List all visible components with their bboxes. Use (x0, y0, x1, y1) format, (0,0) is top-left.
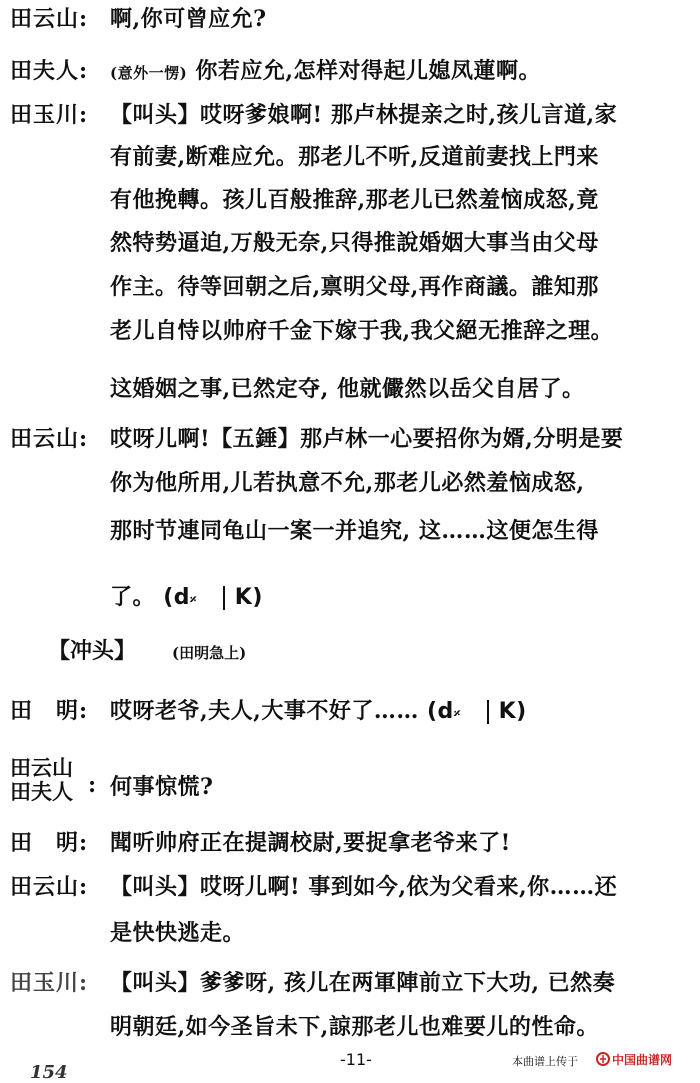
speaker-label: 田夫人 (10, 779, 73, 804)
speaker-label: 田夫人: (10, 58, 89, 84)
speaker-label: 田云山: (10, 426, 89, 452)
dialogue-text: 明朝廷,如今圣旨未下,諒那老儿也难要儿的性命。 (110, 1014, 599, 1040)
dialogue-text: 聞听帅府正在提調校尉,要捉拿老爷来了! (110, 830, 511, 856)
dialogue-text: 哎呀老爷,夫人,大事不好了…… (110, 698, 419, 724)
dialogue-text: 然特势逼迫,万般无奈,只得推說婚姻大事当由父母 (110, 230, 599, 256)
speaker-label: 田云山 (10, 755, 73, 780)
dialogue-text: 你为他所用,儿若执意不允,那老儿必然羞恼成怒, (110, 470, 585, 496)
dialogue-text: 这婚姻之事,已然定夺, 他就儼然以岳父自居了。 (110, 376, 585, 402)
dialogue-text: 是快快逃走。 (110, 920, 246, 946)
dialogue-text: 哎呀儿啊!【五錘】那卢林一心要招你为婿,分明是要 (110, 426, 624, 452)
site-name[interactable]: 中国曲谱网 (612, 1053, 673, 1067)
dialogue-text: 【叫头】哎呀爹娘啊! 那卢林提亲之时,孩儿言道,家 (110, 102, 618, 128)
speaker-label: 田玉川: (10, 102, 89, 128)
dialogue-text: 老儿自恃以帅府千金下嫁于我,我父絕无推辞之理。 (110, 318, 614, 344)
stage-direction: (意外一愣) (110, 64, 188, 82)
speaker-label: 田 明: (10, 830, 89, 856)
dialogue-text: 你若应允,怎样对得起儿媳凤蓮啊。 (195, 58, 542, 84)
left-page-number: 154 (30, 1062, 68, 1083)
dialogue-text: 那时节連同龟山一案一并追究, 这……这便怎生得 (110, 518, 599, 544)
site-logo-icon (596, 1052, 610, 1066)
dialogue-line: 田云山 田夫人 : 何事惊慌? (10, 755, 214, 804)
dialogue-text: 啊,你可曾应允? (110, 6, 267, 32)
dialogue-text: 有前妻,断难应允。那老儿不听,反道前妻找上門来 (110, 144, 599, 170)
dialogue-text: 作主。待等回朝之后,禀明父母,再作商議。誰知那 (110, 274, 599, 300)
dialogue-text: 有他挽轉。孩儿百般推辞,那老儿已然羞恼成怒,竟 (110, 187, 599, 213)
speaker-label: 田玉川: (10, 970, 89, 996)
speaker-label: 田云山: (10, 874, 89, 900)
dialogue-text: 【叫头】爹爹呀, 孩儿在两軍陣前立下大功, 已然奏 (110, 970, 616, 996)
speaker-label: 田 明: (10, 698, 89, 724)
dialogue-text: 了。 (110, 584, 156, 610)
percussion-notation: (d𝄎 K) (163, 585, 263, 610)
page-number: -11- (340, 1050, 372, 1069)
upload-note: 本曲谱上传于 (512, 1055, 578, 1068)
stage-direction: (田明急上) (172, 644, 247, 662)
speaker-group (10, 756, 73, 804)
speaker-label: 田云山: (10, 6, 89, 32)
dialogue-text: 【叫头】哎呀儿啊! 事到如今,依为父看来,你……还 (110, 874, 618, 900)
percussion-notation: (d𝄎 K) (427, 699, 527, 724)
music-cue: 【冲头】 (48, 638, 137, 664)
dialogue-text: 何事惊慌? (110, 774, 214, 800)
